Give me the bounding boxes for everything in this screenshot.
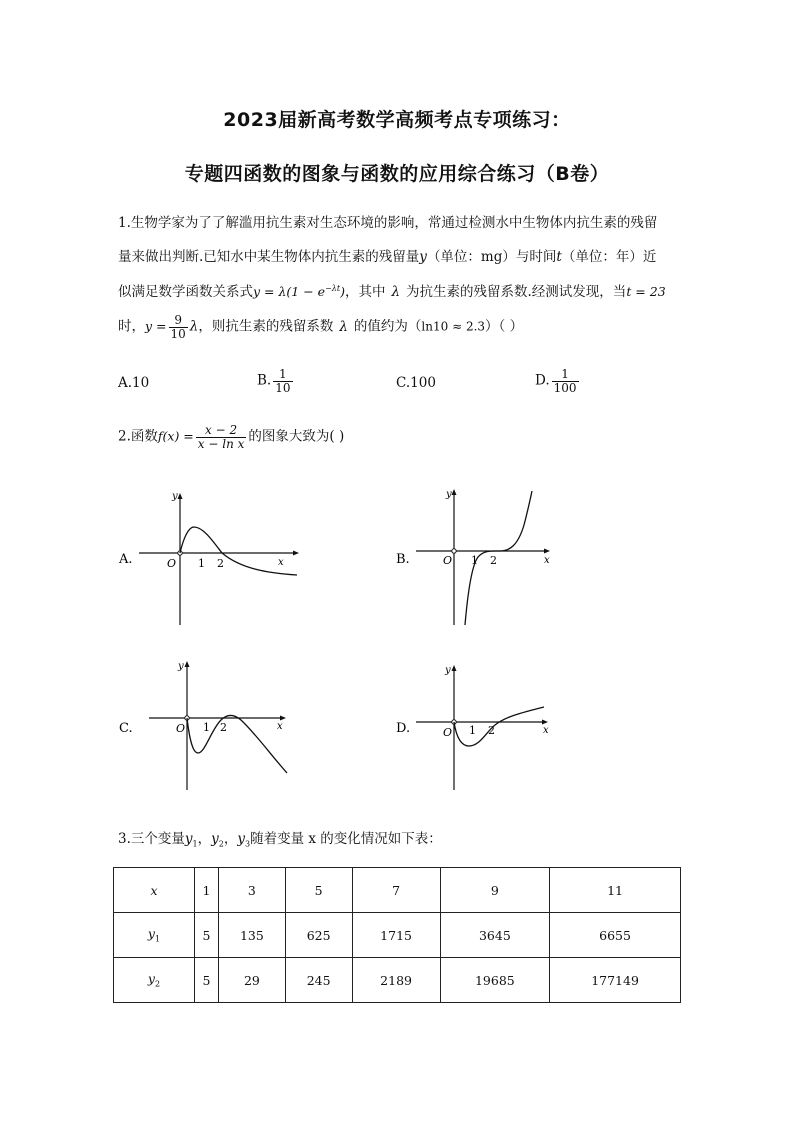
q1-option-b[interactable] xyxy=(257,368,295,394)
graph-a[interactable] xyxy=(115,485,305,630)
row-header-text: x xyxy=(150,882,158,898)
graph-c-label: C. xyxy=(119,721,133,736)
q3-suffix: 随着变量 x 的变化情况如下表： xyxy=(250,831,442,847)
table-cell: 5 xyxy=(195,913,219,958)
q1-fraction-denominator: 10 xyxy=(170,326,186,341)
q1-formula-exponent: −λt xyxy=(325,283,341,293)
graph-d-x-arrow xyxy=(542,720,548,725)
graph-b-x-label: x xyxy=(544,555,550,566)
q3-prefix: 3.三个变量 xyxy=(118,831,185,847)
table-cell: 11 xyxy=(550,868,681,913)
graph-a-x-label: x xyxy=(278,557,284,568)
q1-line3-text-b: ，其中 xyxy=(344,284,386,300)
q2-fraction-numerator: x − 2 xyxy=(196,424,247,438)
table-cell: 5 xyxy=(285,868,352,913)
table-row-header xyxy=(114,958,195,1003)
q3-y3: y xyxy=(237,831,245,847)
graph-b-x-arrow xyxy=(544,549,550,554)
graph-c-curve xyxy=(187,715,287,773)
graph-d-y-label: y xyxy=(445,665,451,676)
graph-d-tick-2: 2 xyxy=(488,724,495,737)
graph-a-y-arrow xyxy=(178,493,183,499)
q1-line4-text-b: ，则抗生素的残留系数 xyxy=(198,318,334,335)
q3-y2: y xyxy=(211,831,219,847)
page-title: 2023届新高考数学高频考点专项练习： xyxy=(223,109,571,131)
table-cell: 29 xyxy=(219,958,286,1003)
graph-d-curve xyxy=(454,707,544,746)
table-row xyxy=(114,958,681,1003)
table-cell: 625 xyxy=(285,913,352,958)
graph-b-y-label: y xyxy=(446,489,452,500)
q1-formula xyxy=(253,284,345,299)
q1-line2-text-c: （单位：年）近 xyxy=(561,249,657,265)
q1-option-d-label: D. xyxy=(535,372,550,389)
table-cell: 1 xyxy=(195,868,219,913)
graph-c-y-label: y xyxy=(178,661,184,672)
graph-c-tick-1: 1 xyxy=(203,721,210,734)
table-cell: 9 xyxy=(440,868,549,913)
graph-d-x-label: x xyxy=(543,725,549,736)
q1-var-t: t xyxy=(556,249,562,265)
graph-d-origin: O xyxy=(443,726,453,739)
graph-d-y-arrow xyxy=(452,665,457,671)
table-cell: 7 xyxy=(352,868,440,913)
table-row-header xyxy=(114,868,195,913)
graph-b-tick-2: 2 xyxy=(490,554,497,567)
table-cell: 1715 xyxy=(352,913,440,958)
table-cell: 135 xyxy=(219,913,286,958)
q1-option-b-fraction xyxy=(273,368,292,394)
q3-y3-sub: 3 xyxy=(245,839,251,849)
q1-line3-text-c: 为抗生素的残留系数.经测试发现，当 xyxy=(406,284,627,300)
graph-a-x-arrow xyxy=(293,551,299,556)
row-header-text: y xyxy=(147,971,155,987)
q1-option-d-num: 1 xyxy=(552,368,579,382)
q1-ln-hint: ln10 ≈ 2.3 xyxy=(421,319,486,334)
q3-y2-sub: 2 xyxy=(218,839,224,849)
q1-fraction-numerator: 9 xyxy=(169,314,188,328)
q1-lambda-2: λ xyxy=(189,318,199,335)
graph-a-label: A. xyxy=(119,552,133,567)
q2-prefix: 2.函数 xyxy=(118,428,158,445)
row-header-sub: 1 xyxy=(154,934,161,944)
q1-line3 xyxy=(118,280,666,300)
q1-option-b-num: 1 xyxy=(273,368,292,382)
q1-t-value: t = 23 xyxy=(626,284,666,299)
graph-c-x-arrow xyxy=(280,716,286,721)
graph-b-tick-1: 1 xyxy=(471,554,478,567)
q1-line2 xyxy=(118,245,656,265)
q1-line3-text-a: 似满足数学函数关系式 xyxy=(118,284,253,300)
table-row xyxy=(114,913,681,958)
graph-c-y-arrow xyxy=(185,661,190,667)
q1-formula-close: ) xyxy=(340,284,345,299)
q1-option-b-label: B. xyxy=(257,372,272,389)
q1-line1: 1.生物学家为了了解滥用抗生素对生态环境的影响，常通过检测水中生物体内抗生素的残留 xyxy=(118,215,658,231)
table-cell: 6655 xyxy=(550,913,681,958)
q3-table xyxy=(113,867,681,1003)
q1-line4-text-a: 时， xyxy=(118,318,145,335)
graph-b-y-arrow xyxy=(452,489,457,495)
q1-formula-main: y = λ(1 − e xyxy=(253,284,326,299)
q2-suffix: 的图象大致为( ) xyxy=(248,428,345,445)
row-header-text: y xyxy=(147,926,155,942)
graph-c-tick-2: 2 xyxy=(220,721,227,734)
table-cell: 245 xyxy=(285,958,352,1003)
q1-option-b-den: 10 xyxy=(275,380,291,395)
graph-d[interactable] xyxy=(392,655,582,795)
q1-y-eq: y = xyxy=(145,318,167,334)
graph-d-label: D. xyxy=(396,721,411,736)
page-subtitle: 专题四函数的图象与函数的应用综合练习（B卷） xyxy=(184,163,610,185)
q1-option-d-den: 100 xyxy=(553,380,577,395)
table-cell: 177149 xyxy=(550,958,681,1003)
graph-b-hole xyxy=(452,549,456,553)
table-row-header xyxy=(114,913,195,958)
q1-fraction xyxy=(169,314,188,340)
graph-b-label: B. xyxy=(396,552,410,567)
q2-stem xyxy=(118,424,344,450)
q2-fraction-denominator: x − ln x xyxy=(197,436,245,451)
q1-lambda-3: λ xyxy=(339,318,348,335)
graph-c-origin: O xyxy=(176,722,186,735)
q1-lambda: λ xyxy=(391,284,401,300)
row-header-sub: 2 xyxy=(154,979,161,989)
graph-b[interactable] xyxy=(392,485,582,630)
q1-option-a[interactable]: A.10 xyxy=(118,375,150,391)
table-cell: 2189 xyxy=(352,958,440,1003)
q1-line2-text-a: 量来做出判断.已知水中某生物体内抗生素的残留量 xyxy=(118,249,420,265)
q1-option-c[interactable]: C.100 xyxy=(396,375,436,391)
q1-option-d[interactable] xyxy=(535,368,581,394)
q2-fx: f(x) = xyxy=(157,428,194,444)
graph-c-x-label: x xyxy=(277,721,283,732)
table-cell: 19685 xyxy=(440,958,549,1003)
q1-line2-text-b: （单位：mg）与时间 xyxy=(426,249,557,265)
q1-var-y: y xyxy=(419,249,427,265)
q1-line4-text-c: 的值约为（ xyxy=(353,318,422,335)
q1-line4 xyxy=(118,314,523,340)
graph-d-tick-1: 1 xyxy=(469,724,476,737)
q3-sep2: ， xyxy=(223,831,238,847)
q1-option-d-fraction xyxy=(552,368,579,394)
graph-a-y-label: y xyxy=(172,491,178,502)
q3-y1-sub: 1 xyxy=(192,839,198,849)
q2-fraction xyxy=(196,424,247,450)
table-cell: 3645 xyxy=(440,913,549,958)
q3-y1: y xyxy=(184,831,193,847)
graph-a-tick-2: 2 xyxy=(217,557,224,570)
graph-b-origin: O xyxy=(443,554,453,567)
q3-stem xyxy=(118,827,442,849)
table-row xyxy=(114,868,681,913)
graph-a-tick-1: 1 xyxy=(198,557,205,570)
q1-line4-text-d: ）（ ） xyxy=(485,318,524,335)
table-cell: 5 xyxy=(195,958,219,1003)
q3-sep1: ， xyxy=(197,831,212,847)
graph-c[interactable] xyxy=(115,655,305,795)
graph-a-origin: O xyxy=(167,557,177,570)
table-cell: 3 xyxy=(219,868,286,913)
